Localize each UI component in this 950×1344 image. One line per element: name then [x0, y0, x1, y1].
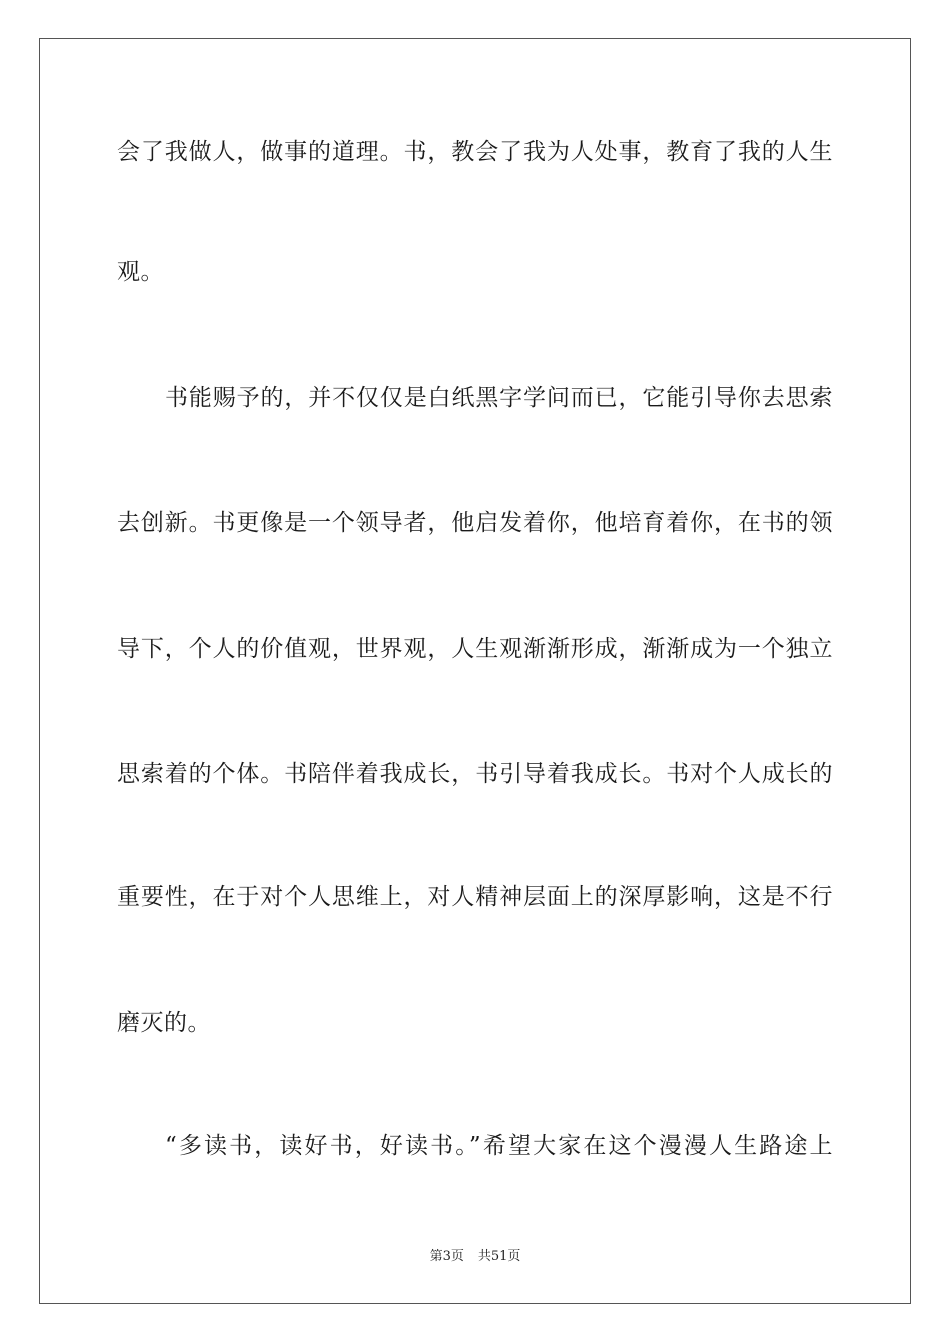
body-text-line: 导下，个人的价值观，世界观，人生观渐渐形成，渐渐成为一个独立 — [117, 636, 833, 662]
body-text-line: 会了我做人，做事的道理。书，教会了我为人处事，教育了我的人生 — [117, 139, 833, 165]
page-number: 第3页 — [429, 1249, 464, 1264]
page-footer — [0, 1248, 950, 1266]
body-text-line: 书能赐予的，并不仅仅是白纸黑字学问而已，它能引导你去思索 — [165, 385, 833, 411]
body-text-line: 去创新。书更像是一个领导者，他启发着你，他培育着你，在书的领 — [117, 510, 833, 536]
body-text-line: 思索着的个体。书陪伴着我成长，书引导着我成长。书对个人成长的 — [117, 761, 833, 787]
body-text-line: 观。 — [117, 259, 164, 285]
page-frame — [39, 38, 911, 1304]
total-pages: 共51页 — [477, 1249, 521, 1264]
body-text-line: “多读书，读好书，好读书。”希望大家在这个漫漫人生路途上 — [165, 1133, 833, 1159]
body-text-line: 磨灭的。 — [117, 1010, 211, 1036]
body-text-line: 重要性，在于对个人思维上，对人精神层面上的深厚影响，这是不行 — [117, 884, 833, 910]
